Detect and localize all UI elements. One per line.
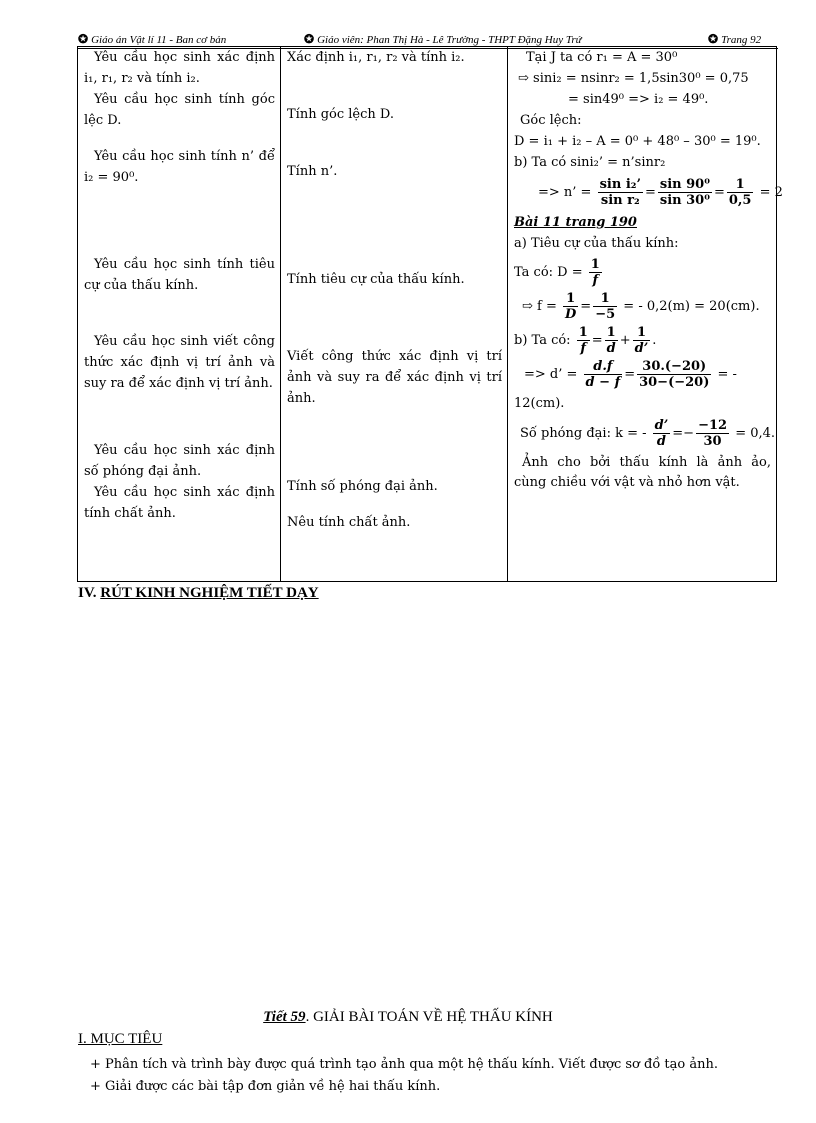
- fraction: [598, 177, 643, 208]
- fraction: [637, 359, 711, 390]
- content-column: [508, 47, 783, 582]
- numerator: sin i₂’: [599, 177, 641, 192]
- student-step: Tính góc lệch D.: [287, 107, 394, 122]
- fraction: [658, 177, 712, 208]
- denominator: d’: [634, 341, 649, 356]
- numerator: 1: [593, 291, 617, 307]
- numerator: d’: [654, 418, 669, 433]
- objectives-title: I. MỤC TIÊU: [78, 1031, 163, 1047]
- student-step: Xác định i₁, r₁, r₂ và tính i₂.: [287, 50, 465, 65]
- numerator: 30.(−20): [637, 359, 711, 375]
- fraction: [696, 418, 729, 449]
- formula-lens: b) Ta có: $\frac{1}{f}$ = $\frac{1}{d}$ + $\frac{1}{d’}$ .: [514, 325, 657, 356]
- image-conclusion: Ảnh cho bởi thấu kính là ảnh ảo, cùng chiều với vật và nhỏ hơn vật.: [514, 455, 771, 490]
- header-left: [78, 32, 226, 47]
- numerator: 1: [590, 257, 600, 272]
- numerator: 1: [633, 325, 651, 341]
- student-step: Nêu tính chất ảnh.: [287, 515, 411, 530]
- lesson-heading: [0, 1009, 816, 1026]
- content-line: b) Ta có sini₂’ = n’sinr₂: [514, 155, 666, 170]
- lesson-table: [77, 46, 783, 582]
- formula-n-prime: => n’ = $\frac{\text{sin i₂’}}{\text{sin r₂}}$ = $\frac{\text{sin 90⁰}}{\text{sin 30⁰}}$ = $\frac{1}{0,5}$ = 2: [538, 177, 783, 208]
- fraction: [653, 418, 671, 449]
- teacher-step: Yêu cầu học sinh xác định số phóng đại ảnh.: [84, 443, 275, 479]
- fraction: [563, 291, 578, 322]
- student-activity-column: [281, 47, 508, 582]
- formula-f: ⇨ f = $\frac{1}{D}$ = $\frac{1}{-5}$ = - 0,2(m) = 20(cm).: [522, 291, 760, 322]
- objective-item: + Phân tích và trình bày được quá trình tạo ảnh qua một hệ thấu kính. Viết được sơ đồ tạo ảnh.: [90, 1057, 718, 1072]
- denominator: 30−(−20): [639, 375, 710, 390]
- formula-text: = - 0,2(m) = 20(cm).: [623, 299, 760, 314]
- formula-text: = -: [717, 367, 737, 382]
- denominator: D: [565, 307, 577, 322]
- denominator: 30: [703, 434, 722, 449]
- formula-k: Số phóng đại: k = - $\frac{d’}{d}$ =− $\frac{-12}{30}$ = 0,4.: [520, 418, 776, 449]
- denominator: sin r₂: [600, 193, 640, 208]
- content-line: Tại J ta có r₁ = A = 30⁰: [526, 50, 678, 65]
- numerator: d.f: [584, 359, 623, 375]
- numerator: 1: [563, 291, 578, 307]
- lesson-title: . GIẢI BÀI TOÁN VỀ HỆ THẤU KÍNH: [305, 1009, 553, 1025]
- fraction: [727, 177, 754, 208]
- numerator: sin 90⁰: [659, 177, 710, 192]
- student-step: Tính số phóng đại ảnh.: [287, 479, 438, 494]
- fraction: [593, 291, 617, 322]
- section-iv-heading: [78, 585, 319, 602]
- denominator: d − f: [585, 375, 621, 390]
- header-left-text: Giáo án Vật lí 11 - Ban cơ bản: [91, 34, 227, 46]
- formula-text: = 0,4.: [735, 426, 776, 441]
- fraction: [584, 359, 623, 390]
- exercise-title: Bài 11 trang 190: [514, 215, 637, 230]
- denominator: f: [592, 273, 599, 288]
- lesson-number: Tiết 59: [263, 1009, 306, 1025]
- student-step: Tính tiêu cự của thấu kính.: [287, 272, 465, 287]
- teacher-step: Yêu cầu học sinh tính n’ để i₂ = 90⁰.: [84, 149, 275, 185]
- formula-text: ⇨ f =: [522, 299, 557, 314]
- header-right-text: Trang 92: [721, 34, 762, 46]
- formula-d: [514, 257, 771, 288]
- header-right: [708, 32, 761, 47]
- denominator: d: [656, 434, 667, 449]
- teacher-step: Yêu cầu học sinh tính tiêu cự của thấu kính.: [84, 257, 275, 293]
- content-line: ⇨ sini₂ = nsinr₂ = 1,5sin30⁰ = 0,75: [518, 71, 749, 86]
- teacher-step: Yêu cầu học sinh xác định i₁, r₁, r₂ và tính i₂.: [84, 50, 275, 86]
- numerator: 1: [578, 325, 588, 340]
- bullet-icon: ✪: [304, 32, 315, 46]
- content-line: 12(cm).: [514, 396, 565, 411]
- formula-d-prime: => d’ = $\frac{d.f}{d - f}$ = $\frac{30.(-20)}{30-(-20)}$ = -: [524, 359, 737, 390]
- formula-text: b) Ta có:: [514, 333, 571, 348]
- header-middle-text: Giáo viên: Phan Thị Hà - Lê Trường - THPT Đặng Huy Trứ: [317, 34, 582, 46]
- denominator: sin 30⁰: [659, 193, 710, 208]
- fraction: [577, 325, 590, 356]
- formula-text: Số phóng đại: k = -: [520, 426, 647, 441]
- section-title: RÚT KINH NGHIỆM TIẾT DẠY: [100, 585, 319, 601]
- objectives-heading: [78, 1031, 162, 1048]
- bullet-icon: ✪: [78, 32, 89, 46]
- fraction: [605, 325, 618, 356]
- teacher-step: Yêu cầu học sinh tính góc lệc D.: [84, 92, 275, 128]
- content-line: = sin49⁰ => i₂ = 49⁰.: [568, 92, 709, 107]
- content-line: D = i₁ + i₂ – A = 0⁰ + 48⁰ – 30⁰ = 19⁰.: [514, 134, 761, 149]
- numerator: 1: [727, 177, 754, 193]
- numerator: 1: [605, 325, 618, 341]
- fraction: [589, 257, 602, 288]
- student-step: Tính n’.: [287, 164, 338, 179]
- objective-item: + Giải được các bài tập đơn giản về hệ hai thấu kính.: [90, 1079, 441, 1094]
- denominator: −5: [595, 307, 616, 322]
- denominator: d: [606, 341, 616, 356]
- teacher-step: Yêu cầu học sinh viết công thức xác định vị trí ảnh và suy ra để xác định vị trí ảnh.: [84, 334, 275, 391]
- bullet-icon: ✪: [708, 32, 719, 46]
- fraction: [633, 325, 651, 356]
- content-line: a) Tiêu cự của thấu kính:: [514, 236, 679, 251]
- formula-text: Ta có: D =: [514, 265, 583, 280]
- section-number: IV.: [78, 585, 97, 601]
- formula-text: = 2: [759, 185, 783, 200]
- teacher-activity-column: [78, 47, 281, 582]
- student-step: Viết công thức xác định vị trí ảnh và suy ra để xác định vị trí ảnh.: [287, 349, 502, 406]
- objectives-list: [90, 1054, 718, 1098]
- denominator: f: [580, 341, 587, 356]
- formula-text: => n’ =: [538, 185, 592, 200]
- content-line: Góc lệch:: [520, 113, 582, 128]
- numerator: −12: [698, 418, 728, 433]
- header-middle: [304, 32, 582, 47]
- denominator: 0,5: [728, 193, 752, 208]
- formula-text: => d’ =: [524, 367, 578, 382]
- teacher-step: Yêu cầu học sinh xác định tính chất ảnh.: [84, 485, 275, 521]
